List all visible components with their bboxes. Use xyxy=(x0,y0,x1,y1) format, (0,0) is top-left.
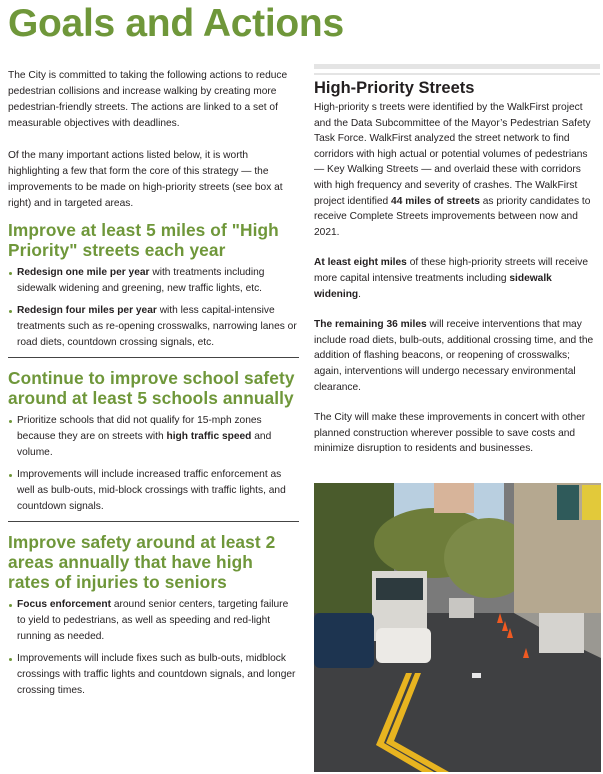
bullet-text: with treatments including sidewalk widening and greening, new traffic lights, etc. xyxy=(17,267,265,294)
bold-text: sidewalk widening xyxy=(314,272,552,300)
street-photo-illustration xyxy=(314,483,601,772)
bullet-bold: high traffic speed xyxy=(166,431,252,442)
section-divider xyxy=(8,357,299,358)
page-title: Goals and Actions xyxy=(8,2,344,45)
bullet-text: Prioritize schools that did not qualify for 15-mph zones because they are on streets with xyxy=(17,415,262,442)
bullet-text: Improvements will include fixes such as bulb-outs, midblock crossings with traffic lights and countdown signals, and longer crossing times. xyxy=(17,653,296,696)
goal-bullet-list xyxy=(8,413,299,515)
street-photo xyxy=(314,483,601,772)
bullet-icon xyxy=(9,658,12,661)
bullet-icon xyxy=(9,420,12,423)
truck xyxy=(539,613,584,653)
text: as priority candidates to receive Complete Streets improvements between now and 2021. xyxy=(314,195,591,238)
bullet-item xyxy=(8,303,299,351)
box-second-rule xyxy=(314,73,600,75)
bullet-bold: Redesign one mile per year xyxy=(17,267,150,278)
car-distant xyxy=(449,598,474,618)
goal-heading: Continue to improve school safety around at least 5 schools annually xyxy=(8,368,295,408)
sidebar-paragraph-4: The City will make these improvements in concert with other planned construction wherever possible to save costs and minimize disruption to residents and businesses. xyxy=(314,412,586,455)
lane-marking xyxy=(472,673,481,678)
goal-bullet-list xyxy=(8,265,299,351)
bullet-item xyxy=(8,413,299,461)
bullet-text: with less capital-intensive treatments such as re-opening crosswalks, narrowing lanes or road diets, countdown crossing signals, etc. xyxy=(17,305,297,348)
sidebar-paragraph-2 xyxy=(314,255,600,302)
section-divider xyxy=(8,521,299,522)
bullet-item xyxy=(8,651,299,699)
banner-green xyxy=(557,485,579,520)
text: will receive interventions that may include road diets, bulb-outs, additional crossing time, and the addition of flashing beacons, or reopening of crosswalks; again, interventions will undergo necessary environmental clearance. xyxy=(314,319,594,393)
car-blue xyxy=(314,613,374,668)
text: High-priority s treets were identified by the WalkFirst project and the Data Subcommittee of the Mayor’s Pedestrian Safety Task Force. WalkFirst analyzed the street network to find corridors with high actual or potential volumes of pedestrians — Key Walking Streets — and overlaid these with corridors with high frequency and severity of crashes. The WalkFirst project identified xyxy=(314,102,591,207)
car-white xyxy=(376,628,431,663)
bullet-icon xyxy=(9,310,12,313)
bold-text: 44 miles of streets xyxy=(391,195,480,207)
text: of these high-priority streets will receive more capital intensive treatments including xyxy=(314,257,589,284)
bullet-icon xyxy=(9,474,12,477)
goal-bullet-list xyxy=(8,597,299,699)
bold-text: At least eight miles xyxy=(314,257,407,269)
left-column xyxy=(8,68,299,705)
goal-heading: Improve safety around at least 2 areas annually that have high rates of injuries to seniors xyxy=(8,532,276,592)
bullet-item xyxy=(8,265,299,297)
bullet-bold: Redesign four miles per year xyxy=(17,305,157,316)
intro-paragraph-2: Of the many important actions listed below, it is worth highlighting a few that form the core of this strategy — the improvements to be made on high-priority streets (see box at right) and in targeted areas. xyxy=(8,150,283,209)
bullet-icon xyxy=(9,604,12,607)
bullet-text: and volume. xyxy=(17,431,272,458)
bullet-icon xyxy=(9,272,12,275)
bold-text: The remaining 36 miles xyxy=(314,319,427,331)
goal-high-priority-streets xyxy=(8,220,299,351)
bullet-item xyxy=(8,597,299,645)
sidebar-paragraph-1 xyxy=(314,100,600,240)
goal-heading: Improve at least 5 miles of "High Priority" streets each year xyxy=(8,220,279,260)
bullet-bold: Focus enforcement xyxy=(17,599,111,610)
box-top-rule xyxy=(314,64,600,69)
bus-windshield xyxy=(376,578,423,600)
text: . xyxy=(358,288,361,300)
goal-senior-safety xyxy=(8,532,299,699)
bullet-text: Improvements will include increased traffic enforcement as well as bulb-outs, mid-block crossings with traffic lights, and countdown signals. xyxy=(17,469,286,512)
high-priority-streets-box xyxy=(314,64,600,472)
bullet-item xyxy=(8,467,299,515)
building-top xyxy=(434,483,474,513)
intro-paragraph-1: The City is committed to taking the following actions to reduce pedestrian collisions and increase walking by creating more pedestrian-friendly streets. The actions are linked to a set of measurable objectives with deadlines. xyxy=(8,70,288,129)
sidebar-heading: High-Priority Streets xyxy=(314,79,475,97)
bullet-text: around senior centers, targeting failure to yield to pedestrians, as well as speeding and red-light running as needed. xyxy=(17,599,289,642)
banner-yellow xyxy=(582,485,601,520)
sidebar-paragraph-3 xyxy=(314,317,600,395)
goal-school-safety xyxy=(8,368,299,515)
